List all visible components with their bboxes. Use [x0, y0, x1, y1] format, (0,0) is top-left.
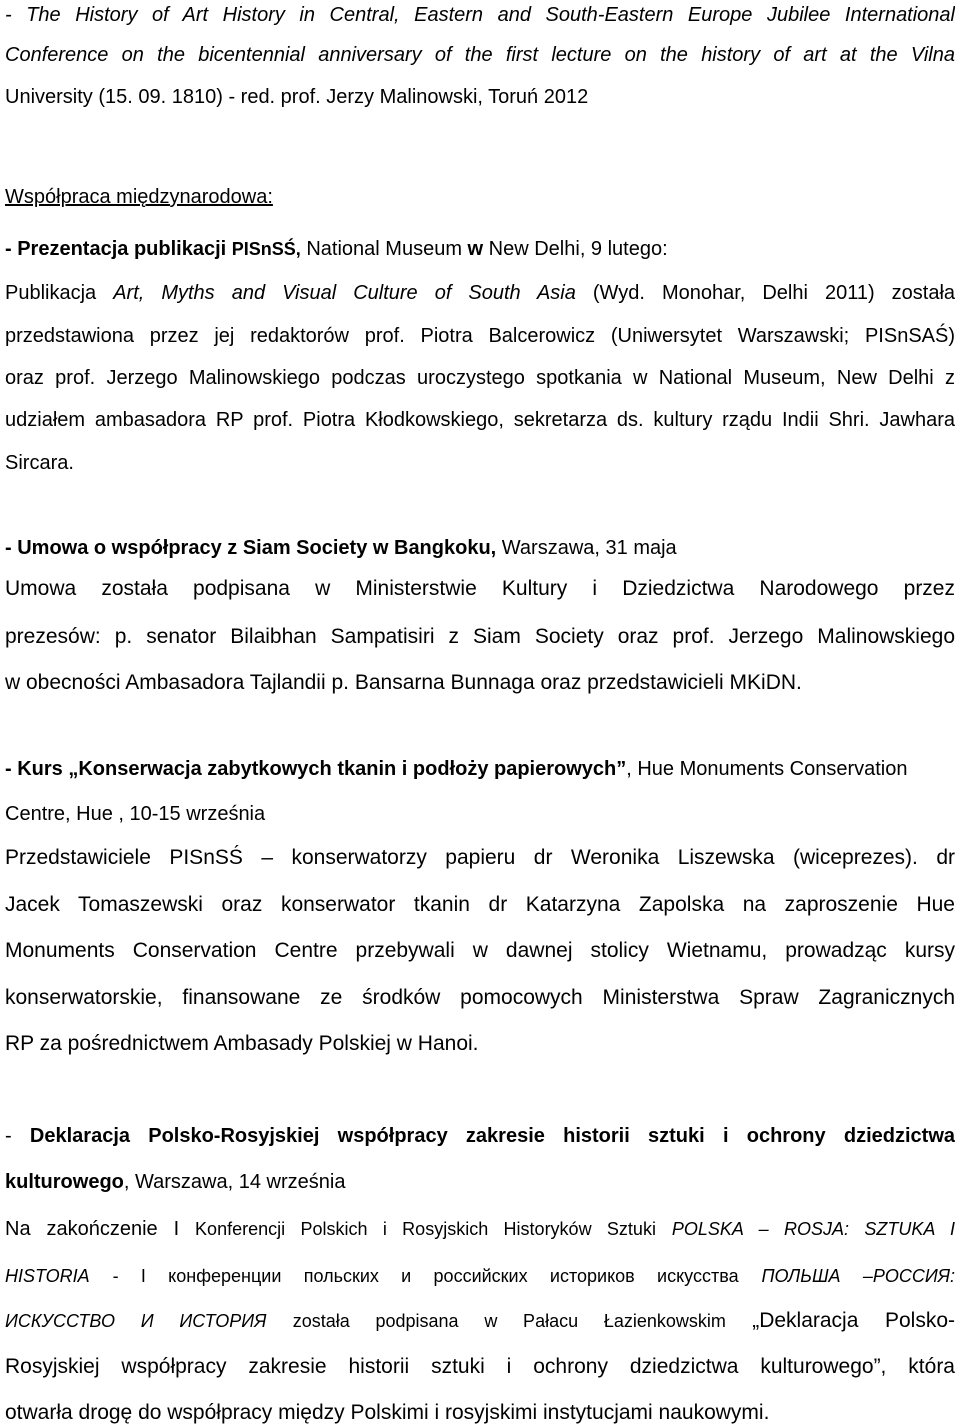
item4-dash: -	[5, 1125, 12, 1147]
item4-para-line-5: otwarła drogę do współpracy między Polskimi i rosyjskimi instytucjami naukowymi.	[5, 1401, 770, 1424]
item4-title-rest: , Warszawa, 14 września	[123, 1171, 346, 1193]
item4-p2-italic-2: ПОЛЬША –РОССИЯ:	[761, 1266, 955, 1286]
item3-para-line-5: RP za pośrednictwem Ambasady Polskiej w Hanoi.	[5, 1032, 479, 1055]
item3-para-line-4: konserwatorskie, finansowane ze środków pomocowych Ministerstwa Spraw Zagranicznych	[5, 986, 955, 1009]
item2-title	[5, 535, 955, 561]
item1-w: w	[467, 238, 484, 260]
item3-para-line-1: Przedstawiciele PISnSŚ – konserwatorzy papieru dr Weronika Liszewska (wiceprezes). dr	[5, 846, 955, 869]
item3-title-bold: - Kurs „Konserwacja zabytkowych tkanin i podłoży papierowych”	[5, 758, 627, 780]
item4-title-line-2	[5, 1169, 955, 1195]
item2-title-bold: - Umowa o współpracy z Siam Society w Bangkoku,	[5, 537, 497, 559]
item4-para-line-3	[5, 1308, 955, 1334]
item1-para-line-4: udziałem ambasadora RP prof. Piotra Kłodkowskiego, sekretarza ds. kultury rządu Indii Shri. Jawhara	[5, 409, 955, 431]
item4-title	[5, 1123, 955, 1149]
item1-p1-end: (Wyd. Monohar, Delhi 2011) została	[592, 282, 955, 304]
section-heading: Współpraca międzynarodowa:	[5, 186, 273, 208]
item3-title	[5, 756, 955, 782]
item1-venue1: National Museum	[306, 238, 462, 260]
item4-p2-italic: HISTORIA	[5, 1266, 90, 1286]
item4-p3-end: „Deklaracja Polsko-	[752, 1309, 955, 1332]
intro-line-1: - The History of Art History in Central, Eastern and South-Eastern Europe Jubilee International	[5, 4, 955, 26]
item2-para-line-3: w obecności Ambasadora Tajlandii p. Bansarna Bunnaga oraz przedstawicieli MKiDN.	[5, 671, 802, 694]
item4-title-bold-2: kulturowego	[5, 1171, 124, 1193]
item1-venue2: New Delhi, 9 lutego:	[488, 238, 668, 260]
item1-para-line-5: Sircara.	[5, 452, 74, 474]
item4-p3-mid: została podpisana w Pałacu Łazienkowskim	[292, 1311, 726, 1331]
item4-title-bold: Deklaracja Polsko-Rosyjskiej współpracy zakresie historii sztuki i ochrony dziedzictwa	[29, 1125, 955, 1147]
item1-para-line-2: przedstawiona przez jej redaktorów prof. Piotra Balcerowicz (Uniwersytet Warszawski; PISnSAŚ)	[5, 325, 955, 347]
item1-p1-start: Publikacja	[5, 282, 97, 304]
item4-para-line-1	[5, 1216, 955, 1242]
item3-title-line-2: Centre, Hue , 10-15 września	[5, 803, 266, 825]
item1-para-line-3: oraz prof. Jerzego Malinowskiego podczas uroczystego spotkania w National Museum, New Delhi z	[5, 367, 955, 389]
item2-para-line-1: Umowa została podpisana w Ministerstwie Kultury i Dziedzictwa Narodowego przez	[5, 577, 955, 600]
item4-para-line-2	[5, 1263, 955, 1289]
item4-p1-start: Na zakończenie I	[5, 1218, 180, 1240]
item3-title-rest: , Hue Monuments Conservation	[626, 758, 908, 780]
item4-p3-italic: ИСКУССТВО И ИСТОРИЯ	[5, 1311, 267, 1331]
item4-p1-mid: Konferencji Polskich i Rosyjskich Historyków Sztuki	[195, 1219, 656, 1239]
item2-title-rest: Warszawa, 31 maja	[501, 537, 677, 559]
item1-title	[5, 236, 955, 262]
item1-title-bold: - Prezentacja publikacji	[5, 238, 227, 260]
intro-line-3: University (15. 09. 1810) - red. prof. Jerzy Malinowski, Toruń 2012	[5, 86, 589, 108]
item1-publication-title: Art, Myths and Visual Culture of South Asia	[113, 282, 576, 304]
item4-p1-italic: POLSKA – ROSJA: SZTUKA I	[671, 1219, 955, 1239]
item2-para-line-2: prezesów: p. senator Bilaibhan Sampatisiri z Siam Society oraz prof. Jerzego Malinowskiego	[5, 625, 955, 648]
item1-org: PISnSŚ,	[231, 239, 301, 259]
item3-para-line-2: Jacek Tomaszewski oraz konserwator tkanin dr Katarzyna Zapolska na zaproszenie Hue	[5, 893, 955, 916]
item3-para-line-3: Monuments Conservation Centre przebywali w dawnej stolicy Wietnamu, prowadząc kursy	[5, 939, 955, 962]
intro-line-2: Conference on the bicentennial anniversary of the first lecture on the history of art at the Vilna	[5, 44, 955, 66]
item4-p2-mid: - I конференции польских и российских историков искусства	[112, 1266, 739, 1286]
item4-para-line-4: Rosyjskiej współpracy zakresie historii sztuki i ochrony dziedzictwa kulturowego”, która	[5, 1355, 955, 1378]
item1-para-line-1	[5, 280, 955, 306]
